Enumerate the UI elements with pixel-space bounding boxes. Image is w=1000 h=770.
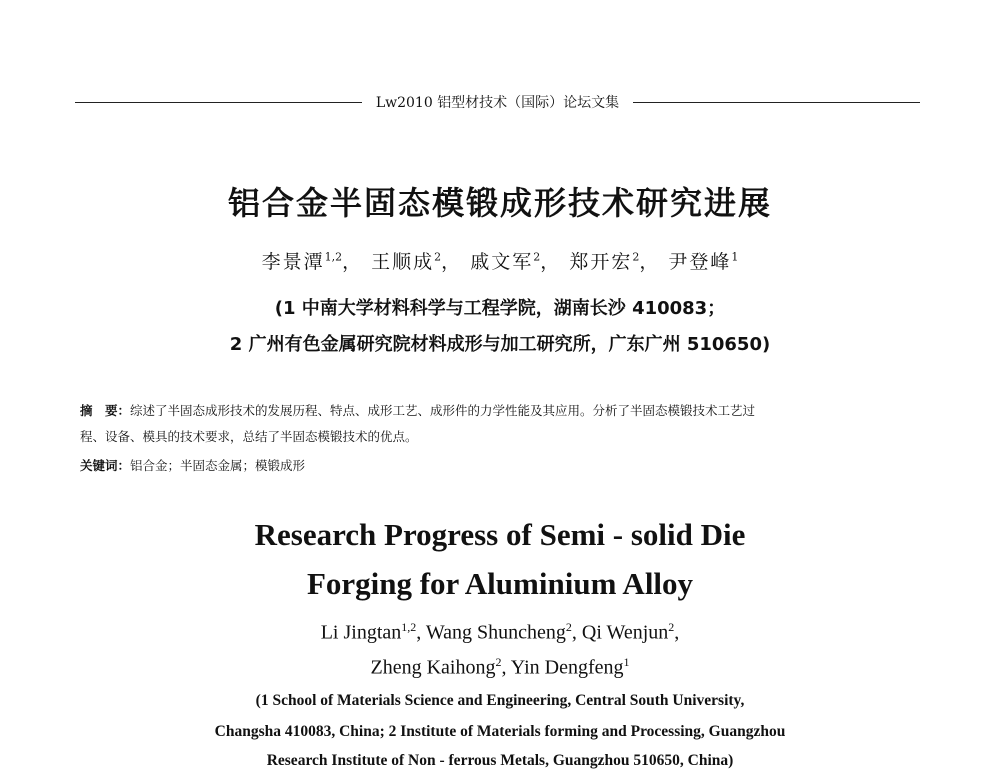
chinese-title: 铝合金半固态模锻成形技术研究进展 [227, 184, 772, 222]
chinese-abstract [80, 398, 925, 450]
author-name: 王顺成 [371, 251, 435, 273]
english-authors-line-2 [0, 655, 1000, 680]
author-affiliation-mark: 2 [495, 655, 502, 669]
author-affiliation-mark: 1 [623, 655, 630, 669]
author-name: Li Jingtan [320, 621, 402, 644]
chinese-affiliation-line-1: (1 中南大学材料科学与工程学院，湖南长沙 410083； [274, 298, 726, 319]
author-separator: , [501, 656, 511, 679]
author-separator: ， [441, 251, 463, 273]
running-header [75, 92, 920, 112]
author-affiliation-mark: 2 [632, 250, 640, 264]
keywords-text: 铝合金；半固态金属；模锻成形 [130, 458, 306, 473]
author-affiliation-mark: 1,2 [401, 620, 417, 634]
author-separator: , [674, 621, 680, 644]
english-title-line-2: Forging for Aluminium Alloy [306, 566, 694, 601]
author-name: 尹登峰 [668, 251, 732, 273]
running-header-text: Lw2010 铝型材技术（国际）论坛文集 [375, 95, 620, 111]
author-affiliation-mark: 2 [434, 250, 442, 264]
author-affiliation-mark: 2 [565, 620, 572, 634]
author-affiliation-mark: 1,2 [324, 250, 343, 264]
english-authors-line-1 [0, 620, 1000, 645]
abstract-text-line-2: 程、设备、模具的技术要求，总结了半固态模锻技术的优点。 [80, 429, 418, 444]
english-affiliation-line-1: (1 School of Materials Science and Engineering, Central South University, [255, 692, 745, 709]
keywords-label: 关键词： [80, 458, 131, 473]
author-separator: ， [639, 251, 661, 273]
english-affiliation-line-2: Changsha 410083, China; 2 Institute of Materials forming and Processing, Guangzhou [214, 723, 786, 740]
author-name: Zheng Kaihong [370, 656, 496, 679]
header-rule-left [75, 102, 362, 103]
author-name: 郑开宏 [569, 251, 633, 273]
author-separator: ， [342, 251, 364, 273]
header-rule-right [633, 102, 920, 103]
author-name: Yin Dengfeng [510, 656, 624, 679]
chinese-authors [0, 247, 1000, 274]
author-separator: , [416, 621, 426, 644]
author-name: 戚文军 [470, 251, 534, 273]
author-affiliation-mark: 2 [533, 250, 541, 264]
author-name: 李景潭 [261, 251, 325, 273]
author-separator: , [571, 621, 582, 644]
chinese-affiliation-line-2: 2 广州有色金属研究院材料成形与加工研究所，广东广州 510650) [229, 334, 771, 355]
english-title-line-1: Research Progress of Semi - solid Die [254, 517, 746, 552]
author-name: Wang Shuncheng [425, 621, 566, 644]
english-affiliation-line-3: Research Institute of Non - ferrous Metals, Guangzhou 510650, China) [266, 752, 734, 769]
author-affiliation-mark: 2 [668, 620, 675, 634]
abstract-text-line-1: 综述了半固态成形技术的发展历程、特点、成形工艺、成形件的力学性能及其应用。分析了半固态模锻技术工艺过 [130, 403, 756, 418]
abstract-label: 摘 要： [80, 403, 131, 418]
author-separator: ， [540, 251, 562, 273]
author-affiliation-mark: 1 [731, 250, 739, 264]
author-name: Qi Wenjun [581, 621, 669, 644]
chinese-keywords [80, 456, 925, 474]
